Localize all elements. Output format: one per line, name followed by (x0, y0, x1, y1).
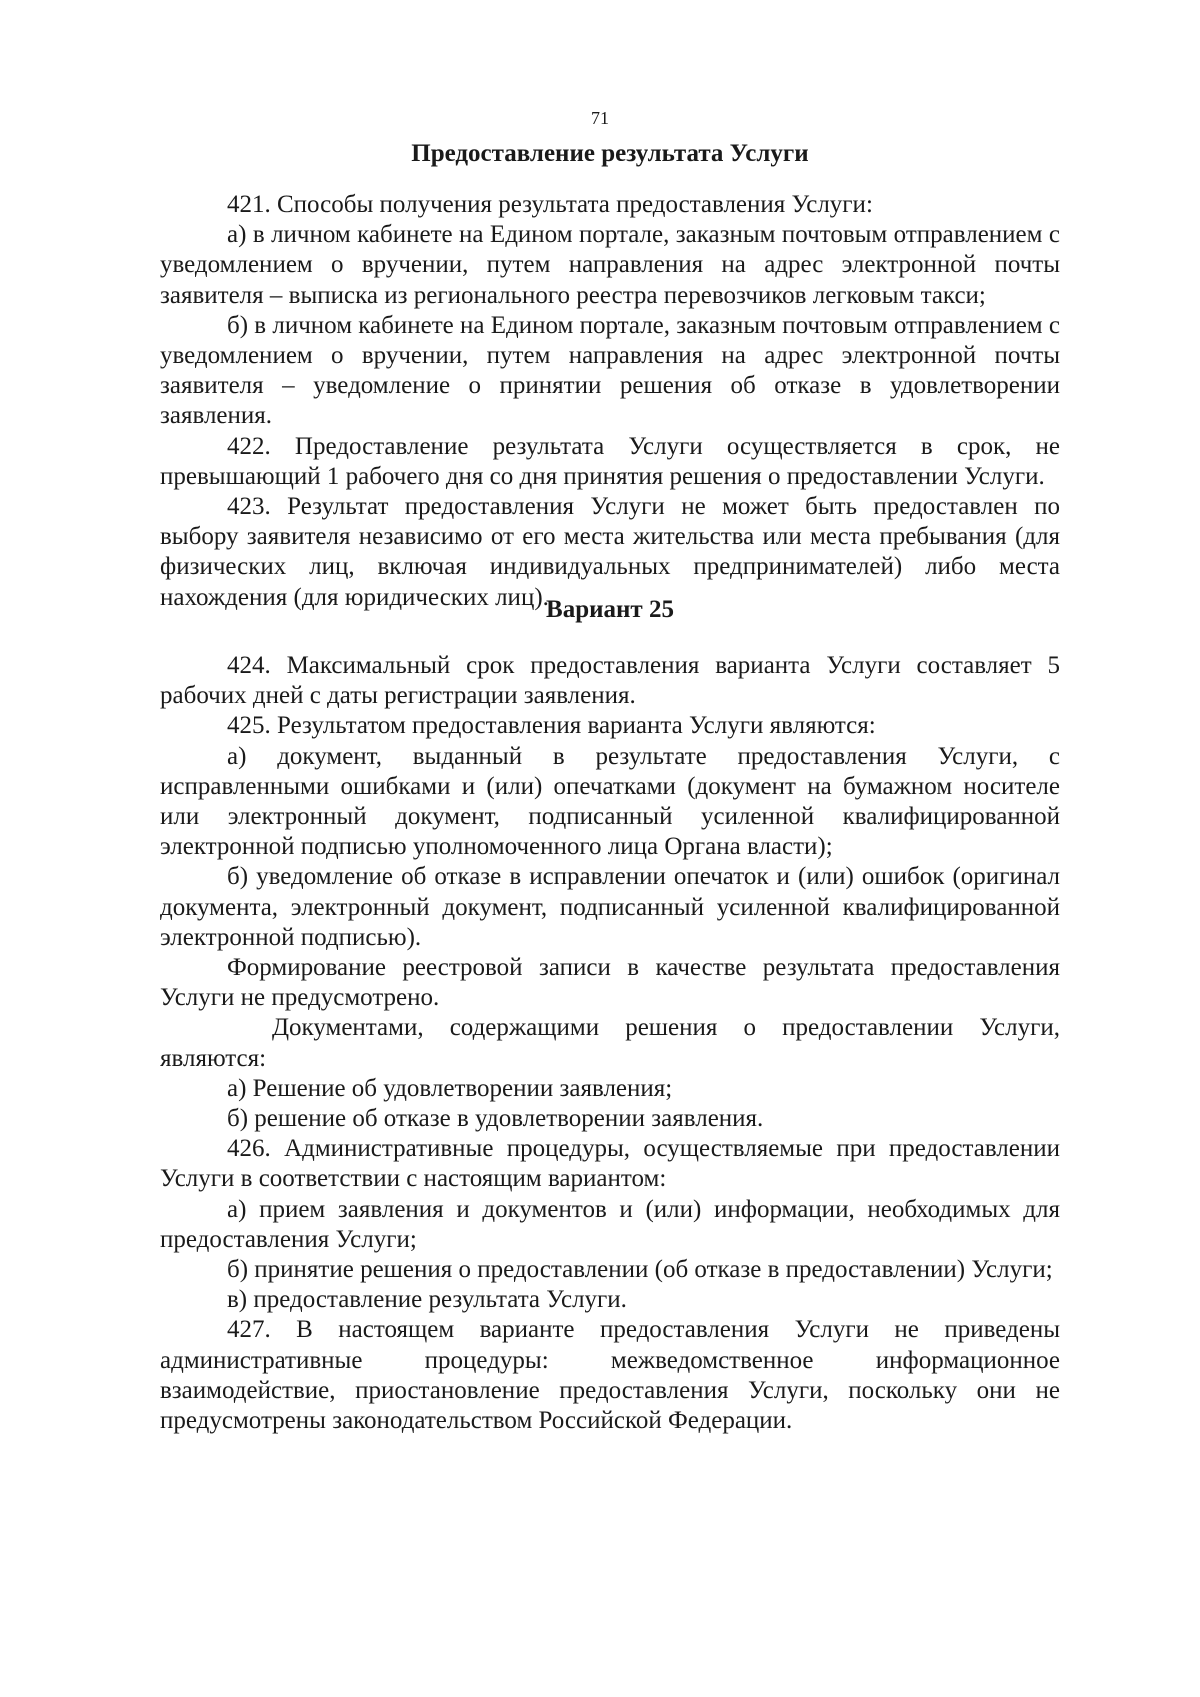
paragraph-426-a: а) прием заявления и документов и (или) информации, необходимых для предоставления Услуги; (160, 1195, 1060, 1253)
section-body-result (160, 190, 1060, 613)
paragraph-421-b: б) в личном кабинете на Едином портале, заказным почтовым отправлением с уведомлением о вручении, путем направления на адрес электронной почты заявителя – уведомление о принятии решения об отказе в удовлетворении заявления. (160, 311, 1060, 430)
paragraph-427: 427. В настоящем варианте предоставления Услуги не приведены административные процедуры: межведомственное информационное взаимодействие, приостановление предоставления Услуги, поскольку они не предусмотрены законодательством Российской Федерации. (160, 1316, 1060, 1435)
paragraph-421-a: а) в личном кабинете на Едином портале, заказным почтовым отправлением с уведомлением о вручении, путем направления на адрес электронной почты заявителя – выписка из регионального реестра перевозчиков легковым такси; (160, 221, 1060, 309)
paragraph-423: 423. Результат предоставления Услуги не может быть предоставлен по выбору заявителя независимо от его места жительства или места пребывания (для физических лиц, включая индивидуальных предпринимателей) либо места нахождения (для юридических лиц). (160, 493, 1060, 611)
paragraph-424: 424. Максимальный срок предоставления варианта Услуги составляет 5 рабочих дней с даты регистрации заявления. (160, 652, 1060, 710)
paragraph-421: 421. Способы получения результата предоставления Услуги: (227, 191, 873, 218)
paragraph-decision-documents: Документами, содержащими решения о предоставлении Услуги, являются: (160, 1014, 1060, 1072)
paragraph-425: 425. Результатом предоставления варианта Услуги являются: (227, 712, 876, 740)
paragraph-422: 422. Предоставление результата Услуги осуществляется в срок, не превышающий 1 рабочего дня со дня принятия решения о предоставлении Услуги. (160, 432, 1060, 490)
section-heading-result: Предоставление результата Услуги (411, 140, 809, 167)
paragraph-425-a: а) документ, выданный в результате предоставления Услуги, с исправленными ошибками и (или) опечатками (документ на бумажном носителе или электронный документ, подписанный усиленной квалифицированной электронной подписью уполномоченного лица Органа власти); (160, 742, 1060, 861)
section-body-variant (160, 651, 1060, 1436)
section-heading-variant: Вариант 25 (546, 596, 674, 623)
paragraph-426: 426. Административные процедуры, осуществляемые при предоставлении Услуги в соответствии с настоящим вариантом: (160, 1135, 1060, 1193)
paragraph-decision-a: а) Решение об удовлетворении заявления; (227, 1074, 673, 1102)
paragraph-register-entry: Формирование реестровой записи в качестве результата предоставления Услуги не предусмотрено. (160, 954, 1060, 1012)
paragraph-426-c: в) предоставление результата Услуги. (227, 1286, 627, 1314)
page-number: 71 (591, 108, 609, 128)
paragraph-decision-b: б) решение об отказе в удовлетворении заявления. (227, 1105, 764, 1133)
paragraph-426-b: б) принятие решения о предоставлении (об отказе в предоставлении) Услуги; (227, 1256, 1053, 1284)
paragraph-425-b: б) уведомление об отказе в исправлении опечаток и (или) ошибок (оригинал документа, электронный документ, подписанный усиленной квалифицированной электронной подписью). (160, 863, 1060, 951)
